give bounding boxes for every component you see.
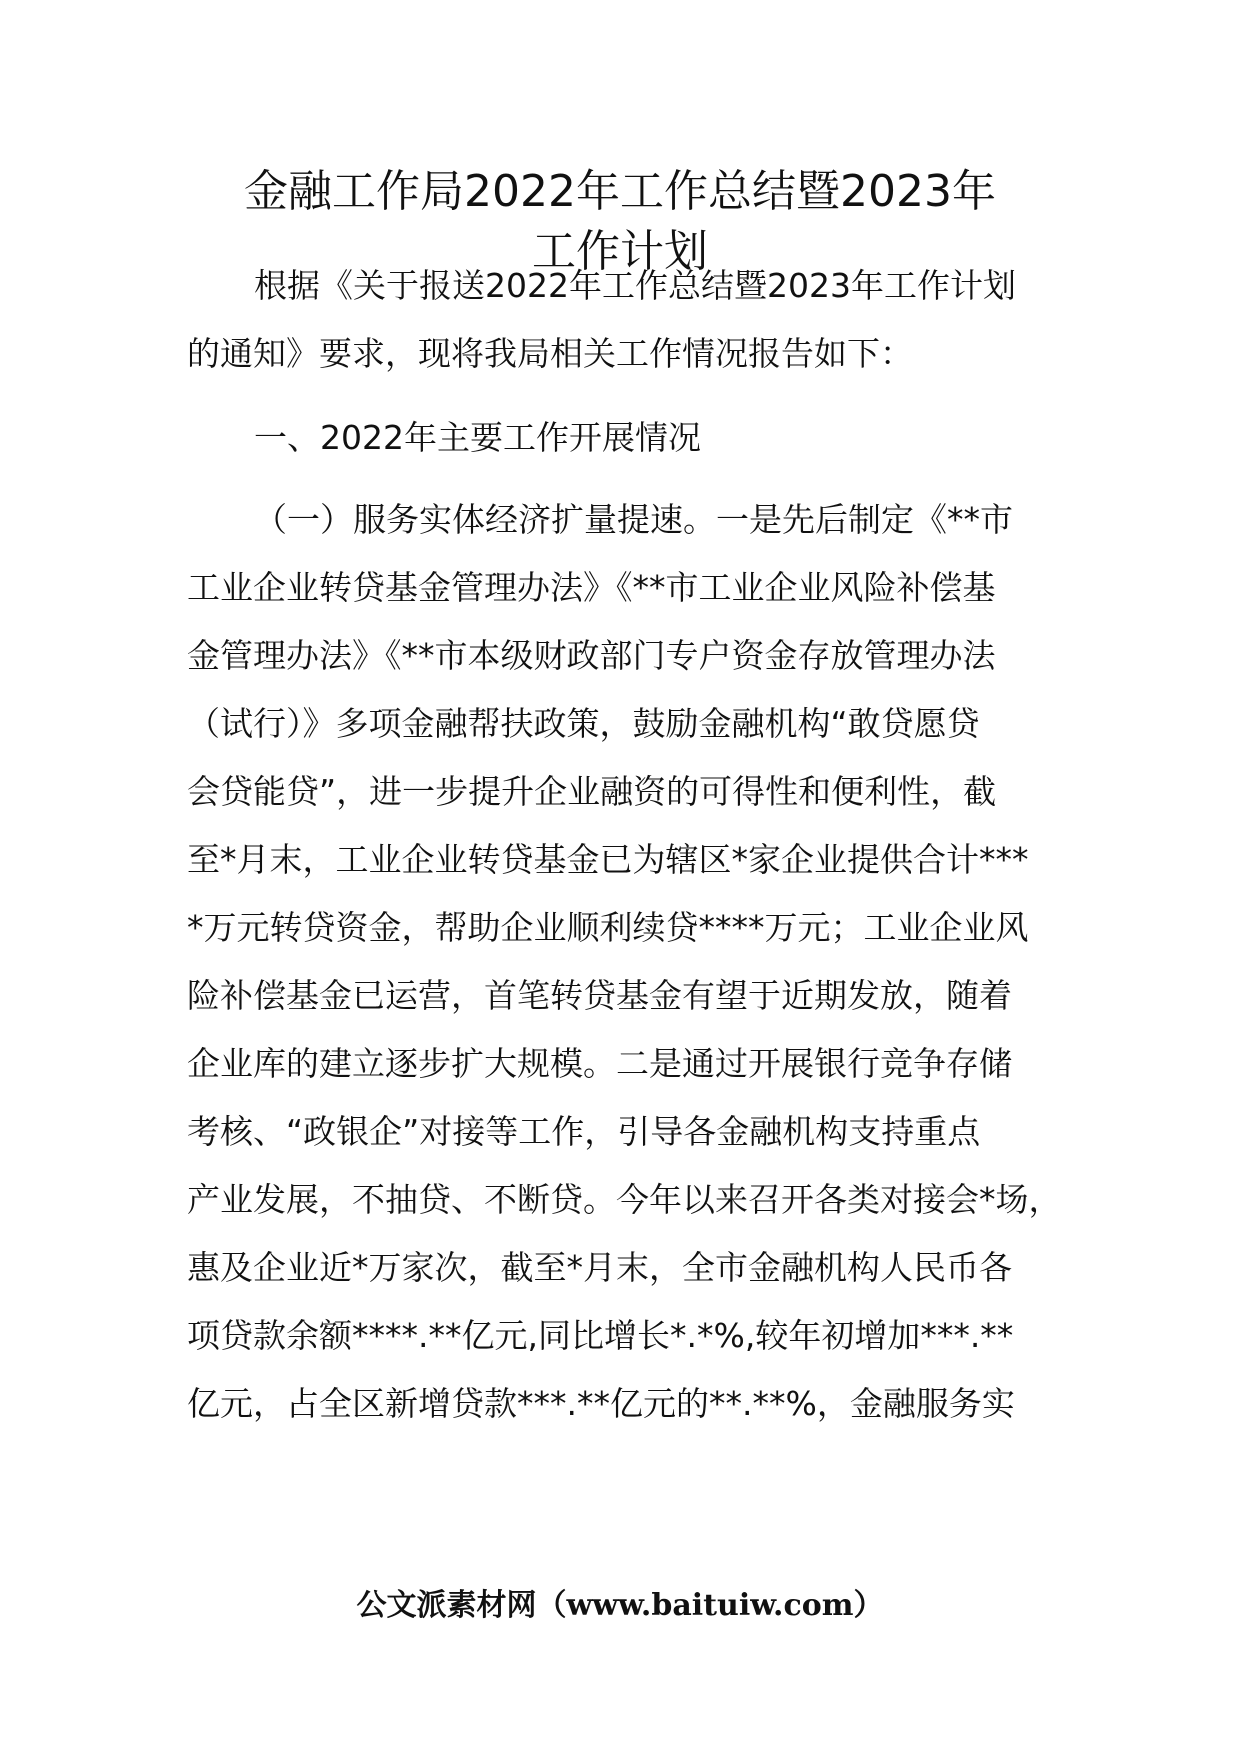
body-line: 产业发展，不抽贷、不断贷。今年以来召开各类对接会*场， (187, 1180, 1062, 1219)
body-line: 工业企业转贷基金管理办法》《**市工业企业风险补偿基 (187, 568, 996, 607)
body-line: 会贷能贷”，进一步提升企业融资的可得性和便利性，截 (187, 772, 997, 811)
body-line: 至*月末，工业企业转贷基金已为辖区*家企业提供合计*** (187, 840, 1029, 879)
body-line: 考核、“政银企”对接等工作，引导各金融机构支持重点 (187, 1112, 981, 1151)
document-title-line-2: 工作计划 (532, 226, 708, 277)
intro-line-1: 根据《关于报送2022年工作总结暨2023年工作计划 (254, 266, 1016, 305)
body-line: 企业库的建立逐步扩大规模。二是通过开展银行竞争存储 (187, 1044, 1012, 1083)
body-line: 亿元，占全区新增贷款***.**亿元的**.**%，金融服务实 (187, 1384, 1015, 1423)
section-heading: 一、2022年主要工作开展情况 (254, 418, 701, 457)
document-title-line-1: 金融工作局2022年工作总结暨2023年 (244, 166, 996, 217)
body-line: 惠及企业近*万家次，截至*月末，全市金融机构人民币各 (187, 1248, 1012, 1287)
body-line: 险补偿基金已运营，首笔转贷基金有望于近期发放，随着 (187, 976, 1012, 1015)
body-line: 金管理办法》《**市本级财政部门专户资金存放管理办法 (187, 636, 996, 675)
body-line: （一）服务实体经济扩量提速。一是先后制定《**市 (254, 500, 1013, 539)
intro-line-2: 的通知》要求，现将我局相关工作情况报告如下： (187, 334, 913, 373)
body-line: *万元转贷资金，帮助企业顺利续贷****万元；工业企业风 (187, 908, 1029, 947)
body-line: 项贷款余额****.**亿元,同比增长*.*%,较年初增加***.** (187, 1316, 1014, 1355)
footer-watermark: 公文派素材网（www.baituiw.com） (356, 1588, 884, 1623)
body-line: （试行）》多项金融帮扶政策，鼓励金融机构“敢贷愿贷 (187, 704, 980, 743)
